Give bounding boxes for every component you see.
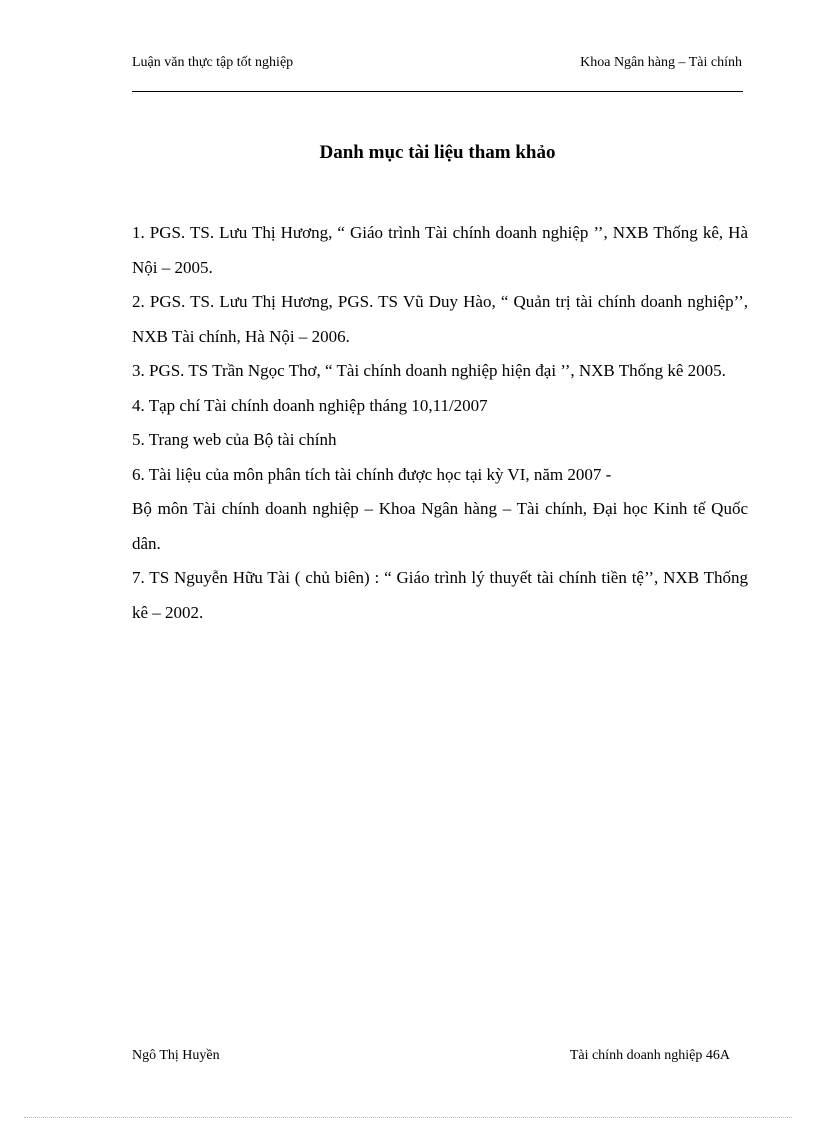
header-divider: [132, 91, 743, 92]
header-left-text: Luận văn thực tập tốt nghiệp: [132, 55, 294, 70]
footer-right-text: Tài chính doanh nghiệp 46A: [569, 1048, 730, 1063]
reference-list: [132, 216, 748, 630]
reference-item-2: 2. PGS. TS. Lưu Thị Hương, PGS. TS Vũ Duy Hào, “ Quản trị tài chính doanh nghiệp’’, NXB Tài chính, Hà Nội – 2006.: [132, 292, 748, 346]
header-right-text: Khoa Ngân hàng – Tài chính: [580, 55, 742, 70]
reference-item-6-continued: Bộ môn Tài chính doanh nghiệp – Khoa Ngân hàng – Tài chính, Đại học Kinh tế Quốc dân.: [132, 499, 748, 553]
footer-left-text: Ngô Thị Huyền: [132, 1048, 220, 1063]
reference-item-4: 4. Tạp chí Tài chính doanh nghiệp tháng 10,11/2007: [132, 395, 488, 415]
reference-item-5: 5. Trang web của Bộ tài chính: [132, 430, 337, 449]
reference-item-3: 3. PGS. TS Trần Ngọc Thơ, “ Tài chính doanh nghiệp hiện đại ’’, NXB Thống kê 2005.: [132, 361, 726, 380]
reference-item-1: 1. PGS. TS. Lưu Thị Hương, “ Giáo trình Tài chính doanh nghiệp ’’, NXB Thống kê, Hà Nội – 2005.: [132, 223, 748, 277]
reference-item-7: 7. TS Nguyễn Hữu Tài ( chủ biên) : “ Giáo trình lý thuyết tài chính tiền tệ’’, NXB Thống kê – 2002.: [132, 568, 748, 622]
page-bottom-border: [24, 1117, 792, 1118]
page-header: [132, 52, 742, 74]
page-title: Danh mục tài liệu tham khảo: [319, 142, 556, 163]
page-footer: [132, 1045, 730, 1067]
reference-item-6: 6. Tài liệu của môn phân tích tài chính được học tại kỳ VI, năm 2007 -: [132, 464, 612, 484]
